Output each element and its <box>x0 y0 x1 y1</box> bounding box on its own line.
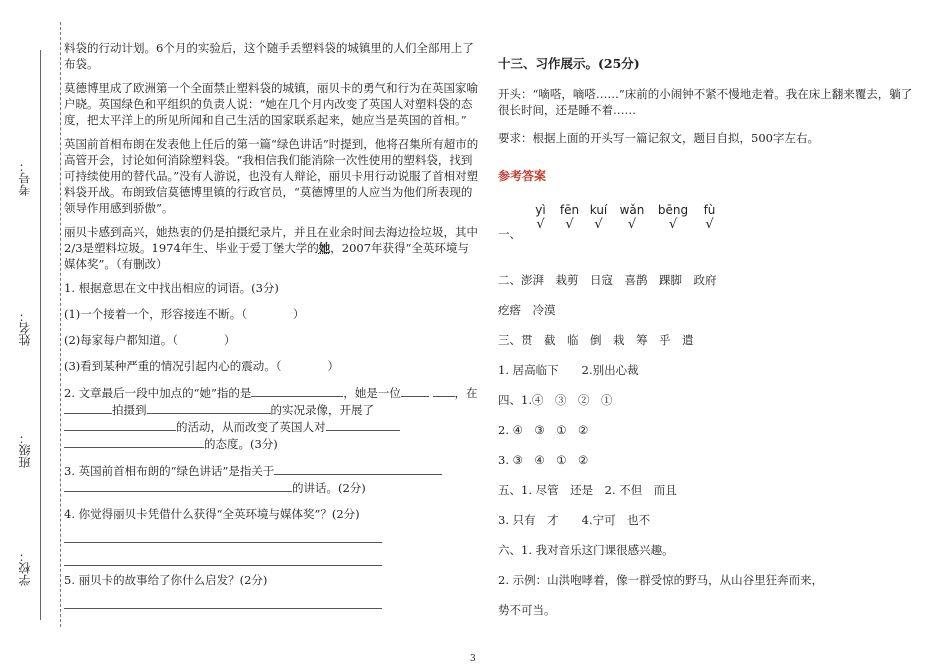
passage-paragraph-3: 英国前首相布朗在发表他上任后的第一篇“绿色讲话”时提到，他将召集所有超市的高管开会，讨论如何消除塑料袋。“我相信我们能消除一次性使用的塑料袋，找到可持续使用的替代品。”没有人游说，也没有人辩论，丽贝卡用行动说服了首相对塑料袋开战。布朗致信莫德博里镇的行政官员，“莫德博里的人应当为他们所表现的领导作用感到骄傲”。 <box>64 137 479 215</box>
pinyin-text: fēn <box>559 203 580 217</box>
answer-line[interactable] <box>64 526 382 543</box>
passage-paragraph-2: 莫德博里成了欧洲第一个全面禁止塑料袋的城镇，丽贝卡的勇气和行为在英国家喻户晓。英国绿色和平组织的负责人说：“她在几个月内改变了英国人对塑料袋的态度，把太平洋上的所见所闻和自己生活的国家联系起来，她应当是英国的首相。” <box>64 81 478 127</box>
page-number: 3 <box>470 654 476 664</box>
answer-line[interactable] <box>64 549 382 566</box>
reading-section <box>64 40 480 615</box>
question-2-text-c: ，在 <box>454 386 478 400</box>
answer-5: 五、1. 尽管 还是 2. 不但 而且 <box>498 483 677 497</box>
answer-blank[interactable] <box>274 462 442 475</box>
cut-line <box>60 22 61 627</box>
check-mark: √ <box>565 217 574 232</box>
question-1-1: (1)一个接着一个，形容接连不断。（ ） <box>64 307 305 321</box>
passage-paragraph-4 <box>64 224 480 272</box>
question-2 <box>64 384 480 452</box>
answer-1: 一、 <box>498 227 521 241</box>
binding-margin <box>0 0 58 671</box>
question-1: 1. 根据意思在文中找出相应的词语。(3分) <box>64 281 279 295</box>
pinyin-item <box>526 202 555 230</box>
pinyin-item <box>584 202 613 230</box>
class-field <box>18 420 38 480</box>
passage-paragraph-1: 料袋的行动计划。6个月的实验后，这个随手丢塑料袋的城镇里的人们全部用上了布袋。 <box>64 41 474 71</box>
answer-2: 二、澎湃 栽剪 日寇 喜鹊 踝脚 政府 <box>498 273 717 287</box>
dotted-word: 她 <box>318 241 331 255</box>
school-field <box>18 540 38 600</box>
pinyin-item <box>613 202 651 230</box>
answer-4: 四、1.④ ③ ② ① <box>498 393 613 407</box>
question-2-text-g: 的态度。(3分) <box>204 437 278 451</box>
check-mark: √ <box>668 217 678 232</box>
answer-3b: 1. 居高临下 2.别出心裁 <box>498 363 639 377</box>
answer-4c: 3. ③ ④ ① ② <box>498 453 589 467</box>
question-3-text-a: 3. 英国前首相布朗的“绿色讲话”是指关于 <box>64 464 275 478</box>
question-2-text-b: ，她是一位 <box>343 386 401 400</box>
composition-and-answers <box>498 56 918 632</box>
question-5: 5. 丽贝卡的故事给了你什么启发？(2分) <box>64 573 268 587</box>
passage-paragraph-4-start: 丽贝卡感到高兴，她热衷的仍是拍摄纪录片，并且在业余时间去海边捡垃圾，其中2/3是塑料垃圾。1974年生、毕业于爱丁堡大学的 <box>64 225 478 255</box>
check-mark: √ <box>627 217 637 232</box>
answer-6: 六、1. 我对音乐这门课很感兴趣。 <box>498 543 674 557</box>
question-1-3: (3)看到某种严重的情况引起内心的震动。（ ） <box>64 359 340 373</box>
pinyin-text: wǎn <box>619 203 645 217</box>
pinyin-text: kuí <box>589 203 608 217</box>
name-field <box>18 300 38 360</box>
class-label: 班级： <box>18 432 32 468</box>
question-2-text-a: 2. 文章最后一段中加点的“她”指的是 <box>64 386 252 400</box>
composition-opening: 开头：“嘀嗒，嘀嗒……”床前的小闹钟不紧不慢地走着。我在床上翻来覆去，躺了很长时间，还是睡不着…… <box>498 87 913 117</box>
answer-line[interactable] <box>64 592 382 609</box>
school-label: 学校： <box>18 550 32 586</box>
exam-no-label: 考号： <box>18 160 32 196</box>
question-2-text-f: 的活动，从而改变了英国人对 <box>176 420 326 434</box>
name-label: 姓名： <box>18 310 32 346</box>
answer-blank[interactable] <box>147 401 271 414</box>
passage-paragraph-4-end: ，2007年获得“全英环境与媒体奖”。（有删改） <box>64 241 469 271</box>
pinyin-text: yì <box>535 203 546 217</box>
answer-6b: 2. 示例：山洪咆哮着，像一群受惊的野马，从山谷里狂奔而来， <box>498 573 824 587</box>
answer-blank[interactable] <box>433 384 455 397</box>
pinyin-text: bēng <box>657 203 689 217</box>
check-mark: √ <box>705 217 714 232</box>
answer-5b: 3. 只有 才 4.宁可 也不 <box>498 513 651 527</box>
pinyin-text: fù <box>703 203 716 217</box>
answer-4b: 2. ④ ③ ① ② <box>498 423 589 437</box>
section-13-title: 十三、习作展示。(25分) <box>498 56 640 71</box>
answer-blank[interactable] <box>326 418 400 431</box>
composition-requirement: 要求：根据上面的开头写一篇记叙文，题目自拟，500字左右。 <box>498 131 819 145</box>
binding-line <box>40 50 41 620</box>
answer-blank[interactable] <box>64 479 292 492</box>
answer-blank[interactable] <box>64 418 176 431</box>
question-4: 4. 你觉得丽贝卡凭借什么获得“全英环境与媒体奖”？(2分) <box>64 507 360 521</box>
check-mark: √ <box>594 217 603 232</box>
question-3-text-b: 的讲话。(2分) <box>292 481 366 495</box>
exam-no-field <box>18 150 38 270</box>
question-2-text-d: 拍摄到 <box>112 403 147 417</box>
pinyin-item <box>555 202 584 230</box>
pinyin-item <box>695 202 724 230</box>
check-mark: √ <box>536 217 545 232</box>
answer-3: 三、贯 截 临 倒 栽 筹 乎 遣 <box>498 333 694 347</box>
answer-key-title: 参考答案 <box>498 169 547 183</box>
answer-2b: 疙瘩 冷漠 <box>498 303 556 317</box>
question-2-text-e: 的实况录像，开展了 <box>270 403 374 417</box>
answer-blank[interactable] <box>64 401 112 414</box>
answer-6c: 势不可当。 <box>498 603 556 617</box>
question-3 <box>64 462 480 496</box>
answer-blank[interactable] <box>401 384 429 397</box>
pinyin-item <box>651 202 695 230</box>
question-1-2: (2)每家每户都知道。（ ） <box>64 333 236 347</box>
answer-blank[interactable] <box>251 384 343 397</box>
answer-blank[interactable] <box>64 435 204 448</box>
